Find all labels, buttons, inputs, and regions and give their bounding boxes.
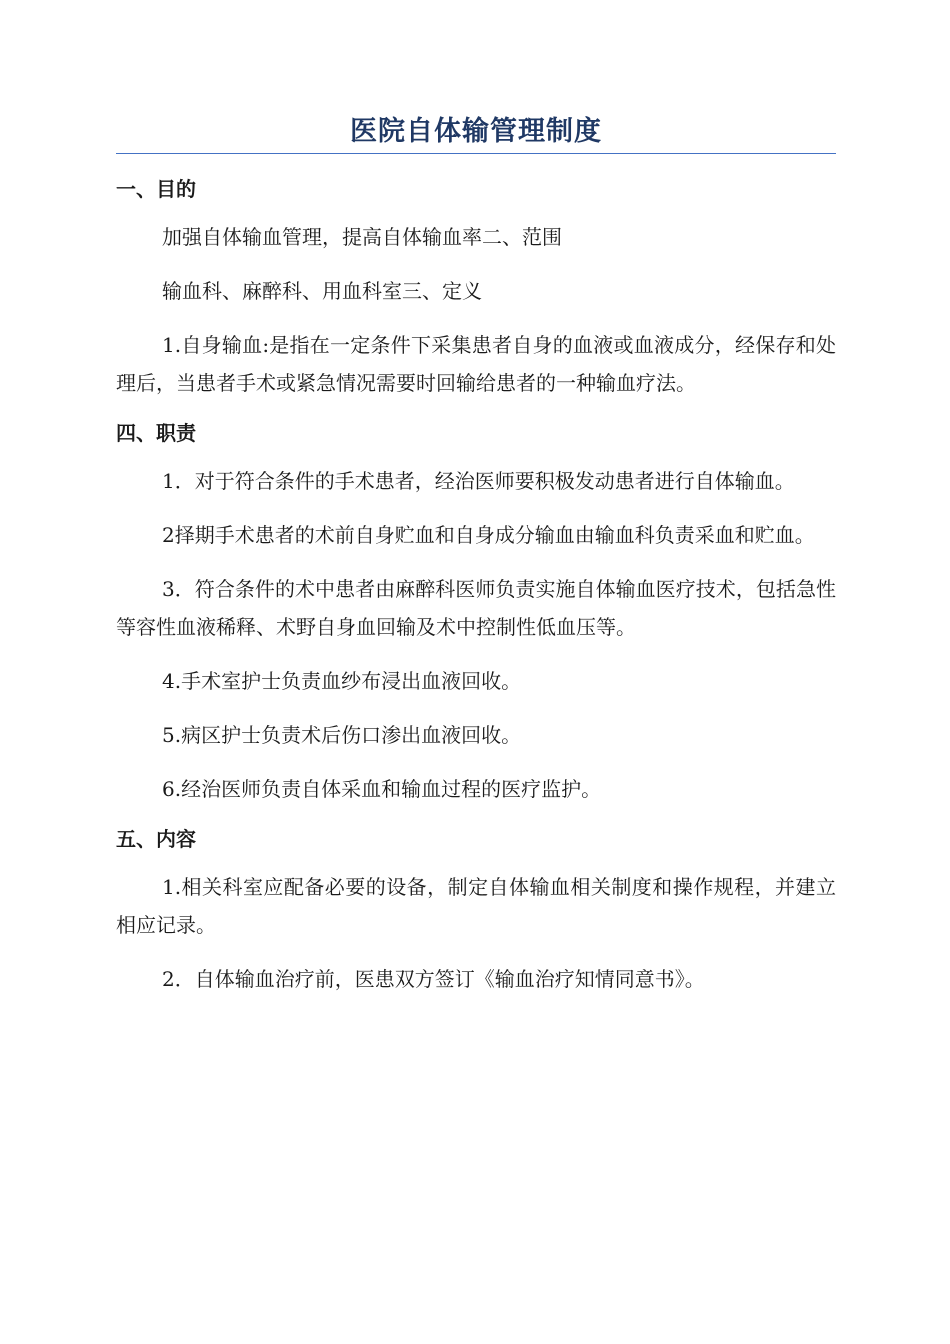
paragraph: 2．自体输血治疗前，医患双方签订《输血治疗知情同意书》。: [162, 967, 705, 991]
paragraph: 5.病区护士负责术后伤口渗出血液回收。: [162, 723, 522, 747]
page-title: 医院自体输管理制度: [350, 116, 602, 147]
paragraph: 4.手术室护士负责血纱布浸出血液回收。: [162, 669, 522, 693]
paragraph: 6.经治医师负责自体采血和输血过程的医疗监护。: [162, 777, 602, 801]
section-heading-purpose: 一、目的: [116, 177, 196, 201]
section-heading-duties: 四、职责: [116, 421, 196, 445]
document-page: [116, 112, 836, 1014]
paragraph: 输血科、麻醉科、用血科室三、定义: [162, 279, 482, 303]
title-underline: [116, 153, 836, 154]
paragraph: 1．对于符合条件的手术患者，经治医师要积极发动患者进行自体输血。: [162, 469, 795, 493]
section-heading-content: 五、内容: [116, 827, 196, 851]
paragraph: 加强自体输血管理，提高自体输血率二、范围: [162, 225, 562, 249]
paragraph: 1.相关科室应配备必要的设备，制定自体输血相关制度和操作规程，并建立相应记录。: [116, 875, 836, 937]
paragraph: 3．符合条件的术中患者由麻醉科医师负责实施自体输血医疗技术，包括急性等容性血液稀释、术野自身血回输及术中控制性低血压等。: [116, 577, 836, 639]
paragraph: 1.自身输血:是指在一定条件下采集患者自身的血液或血液成分，经保存和处理后，当患者手术或紧急情况需要时回输给患者的一种输血疗法。: [116, 333, 836, 395]
paragraph: 2择期手术患者的术前自身贮血和自身成分输血由输血科负责采血和贮血。: [162, 523, 815, 547]
